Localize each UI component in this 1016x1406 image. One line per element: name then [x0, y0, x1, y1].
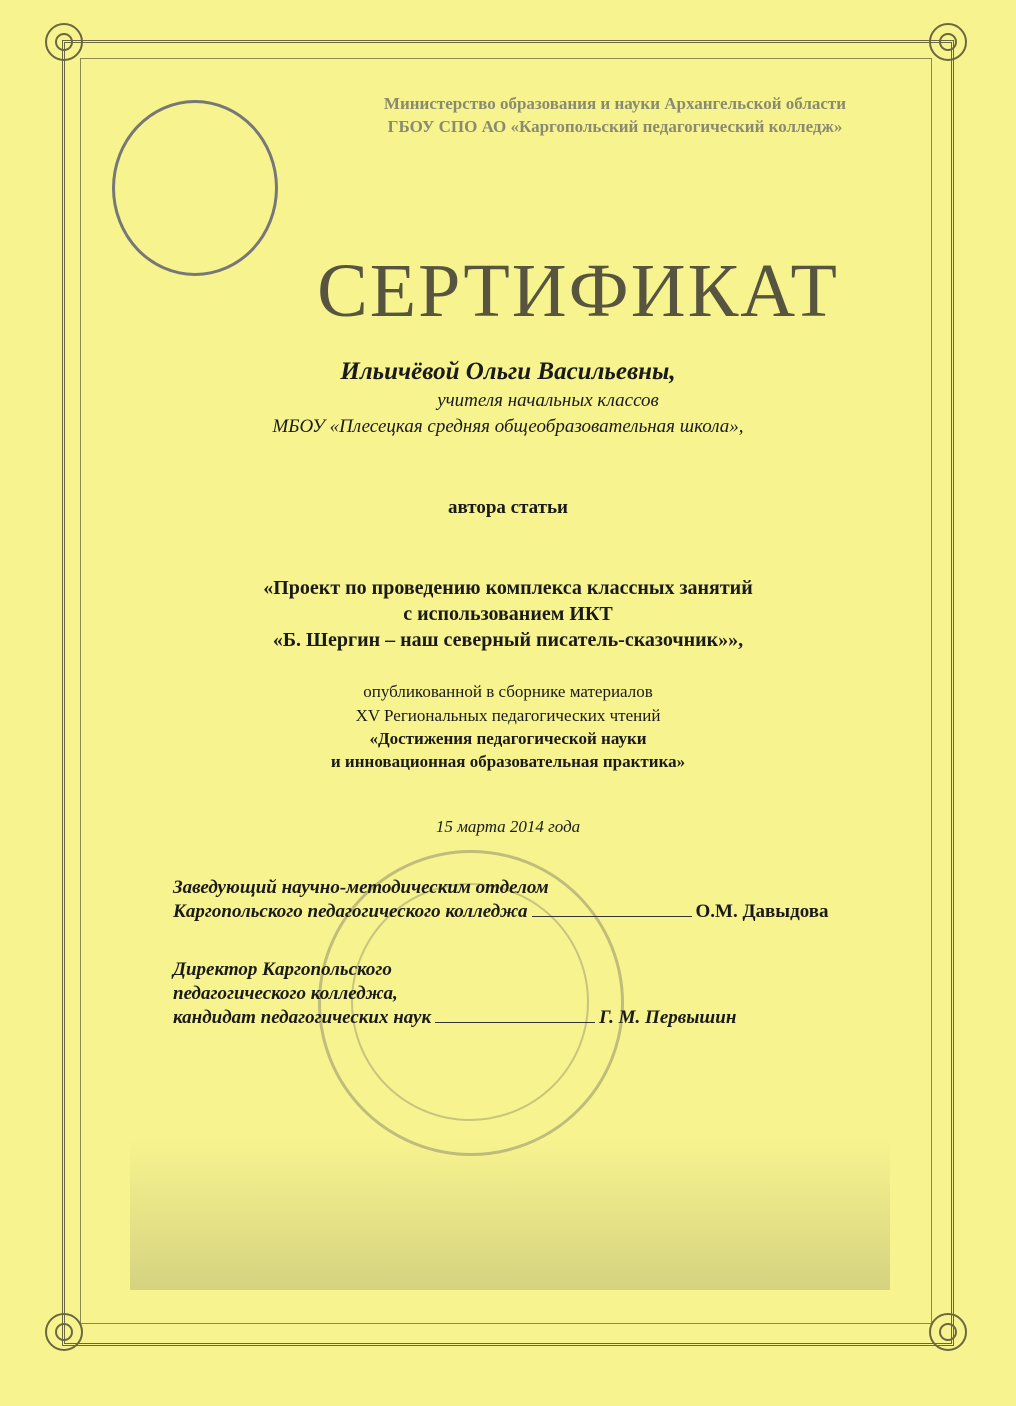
signer-title: Заведующий научно-методическим отделом — [173, 877, 549, 898]
certificate-date: 15 марта 2014 года — [435, 817, 581, 836]
corner-ornament-icon — [45, 1313, 83, 1351]
article-line-3: «Б. Шергин – наш северный писатель-сказочник»», — [272, 629, 744, 651]
article-line-1: «Проект по проведению комплекса классных занятий — [263, 577, 753, 599]
signature-line — [435, 1022, 595, 1023]
publication-line-1: опубликованной в сборнике материалов — [363, 682, 653, 701]
signature-line — [532, 916, 692, 917]
recipient-school: МБОУ «Плесецкая средняя общеобразовательная школа», — [272, 416, 744, 437]
signer-title: Директор Каргопольского — [173, 959, 392, 980]
signature-block-director — [173, 958, 736, 1030]
certificate-title: СЕРТИФИКАТ — [317, 249, 839, 333]
publication-line-2: XV Региональных педагогических чтений — [355, 706, 661, 725]
signer-title: педагогического колледжа, — [173, 983, 398, 1004]
recipient-name: Ильичёвой Ольги Васильевны, — [340, 358, 676, 385]
publication-line-3: «Достижения педагогической науки — [369, 729, 647, 748]
signature-block-head — [173, 876, 829, 924]
corner-ornament-icon — [929, 1313, 967, 1351]
town-watermark — [130, 1140, 890, 1290]
college-header: ГБОУ СПО АО «Каргопольский педагогический колледж» — [387, 117, 843, 136]
signer-name: Г. М. Первышин — [599, 1007, 737, 1028]
publication-line-4: и инновационная образовательная практика» — [330, 752, 686, 771]
signer-name: О.М. Давыдова — [695, 901, 829, 922]
corner-ornament-icon — [45, 23, 83, 61]
corner-ornament-icon — [929, 23, 967, 61]
article-line-2: с использованием ИКТ — [403, 603, 613, 625]
recipient-position: учителя начальных классов — [437, 390, 659, 411]
signer-title: кандидат педагогических наук — [173, 1007, 432, 1028]
signer-title: Каргопольского педагогического колледжа — [173, 901, 528, 922]
author-label: автора статьи — [447, 497, 569, 518]
ministry-header: Министерство образования и науки Архангельской области — [383, 94, 847, 113]
